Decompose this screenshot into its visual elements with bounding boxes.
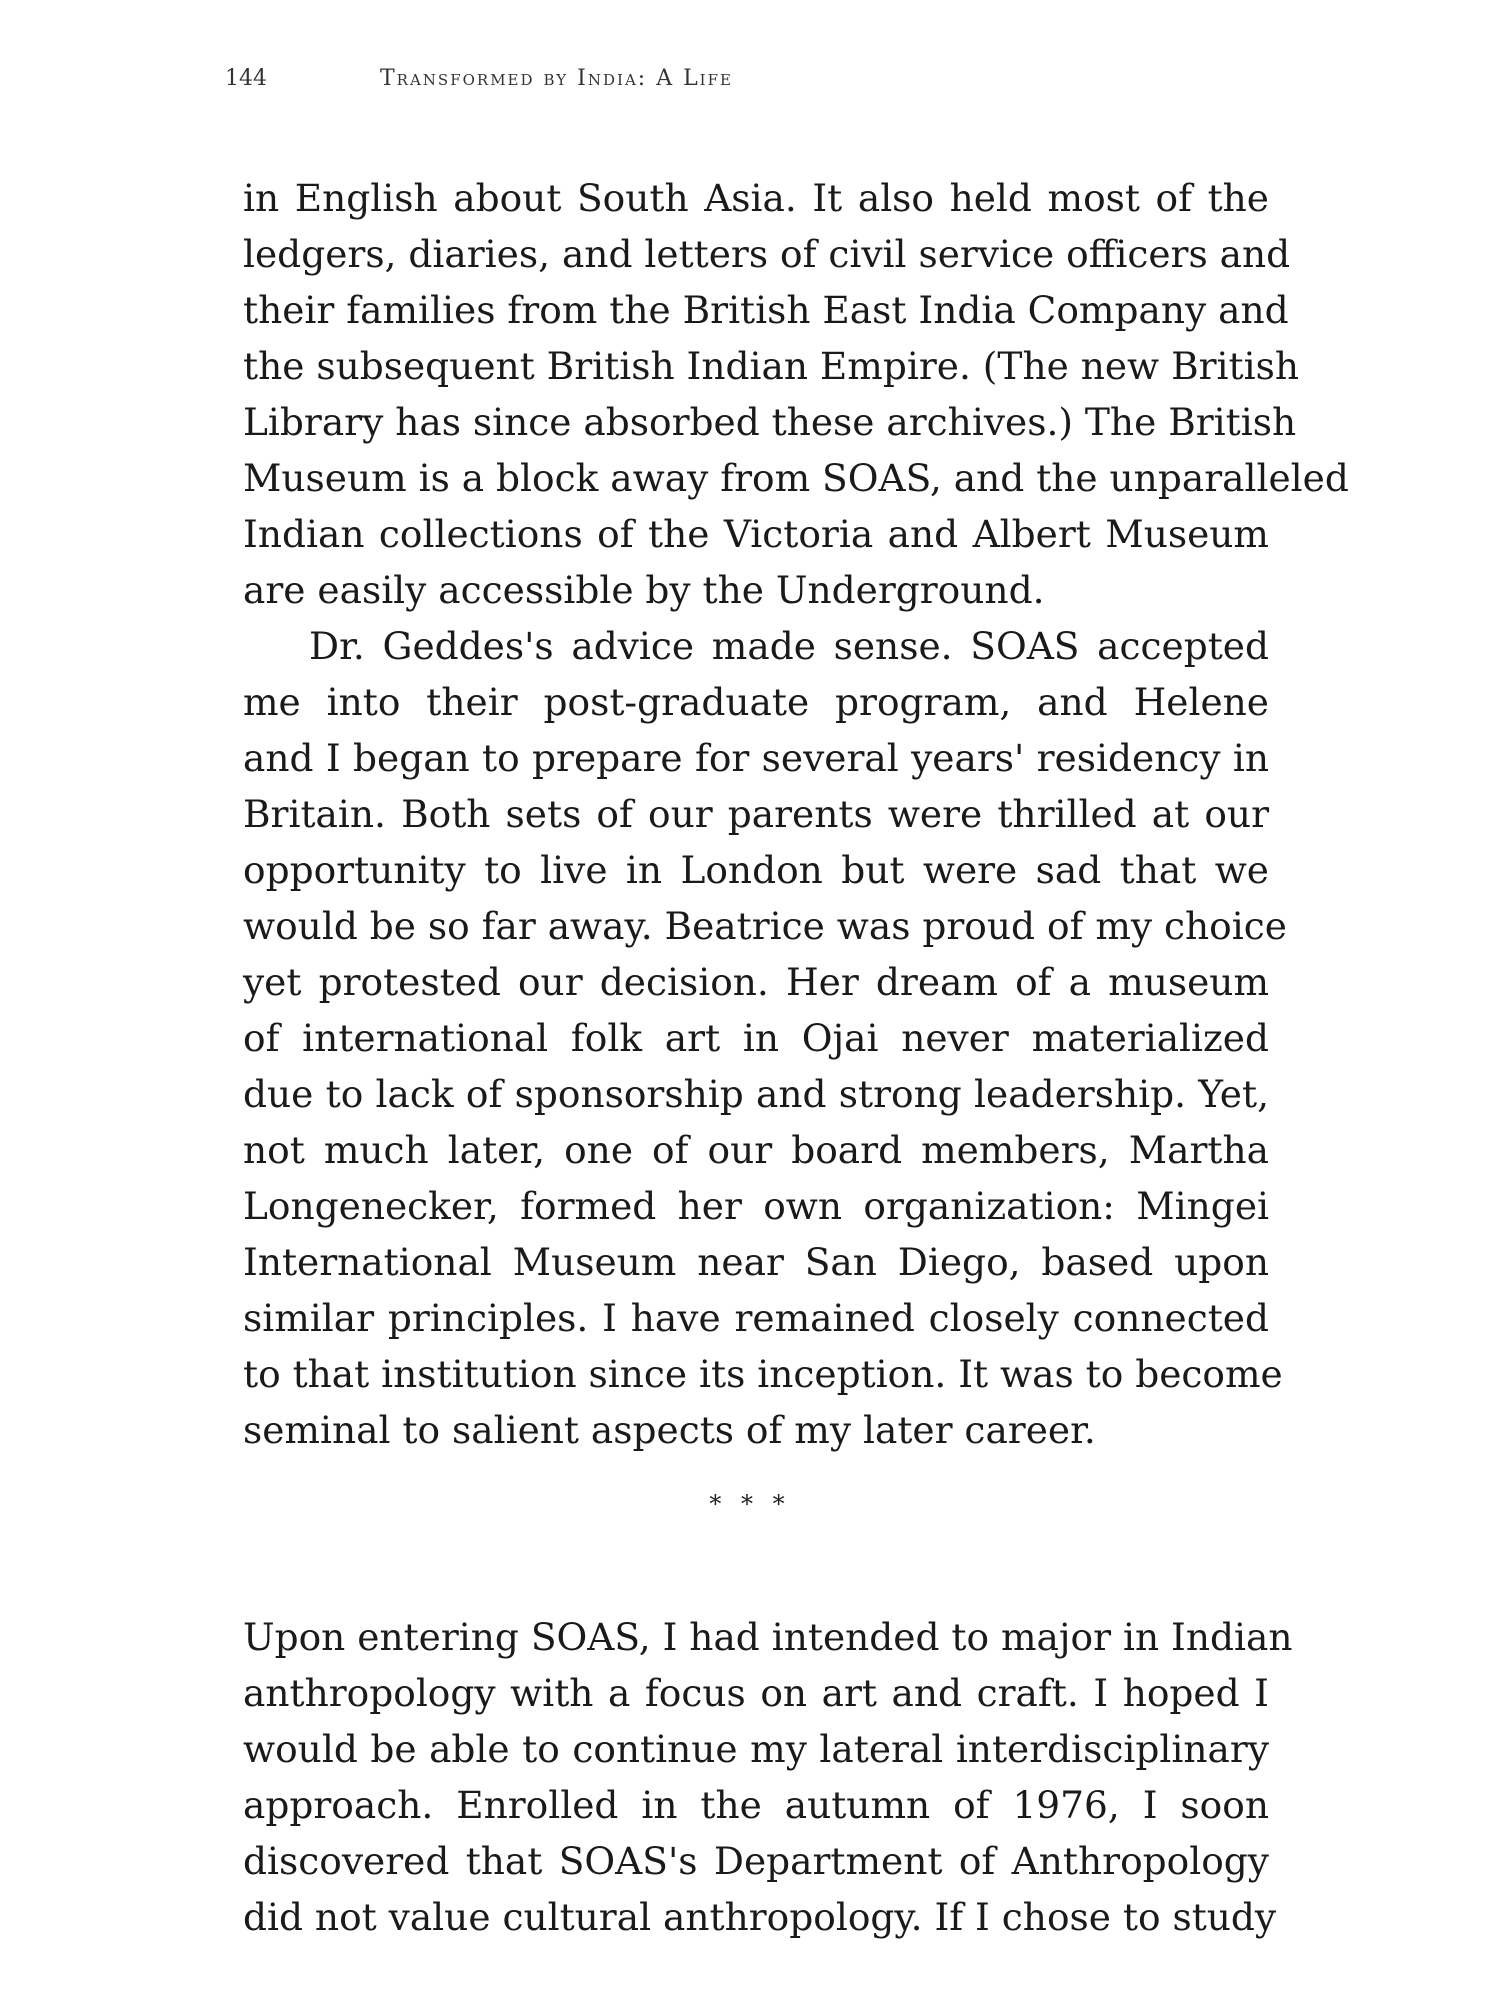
page-number: 144 xyxy=(225,66,267,91)
text-line: ledgers, diaries, and letters of civil service officers and xyxy=(243,232,1291,276)
text-line: Library has since absorbed these archives.) The British xyxy=(243,400,1297,444)
text-line: yet protested our decision. Her dream of a museum xyxy=(243,960,1269,1004)
text-line: not much later, one of our board members, Martha xyxy=(243,1128,1269,1172)
text-line: in English about South Asia. It also held most of the xyxy=(243,176,1269,220)
section-separator: * * * xyxy=(709,1490,791,1518)
text-line: are easily accessible by the Underground. xyxy=(243,568,1045,612)
paragraph-1 xyxy=(243,170,1349,618)
text-line: would be so far away. Beatrice was proud of my choice xyxy=(243,904,1287,948)
body-text xyxy=(243,170,1349,1458)
text-line: Britain. Both sets of our parents were thrilled at our xyxy=(243,792,1269,836)
text-line: opportunity to live in London but were sad that we xyxy=(243,848,1269,892)
text-line: Upon entering SOAS, I had intended to major in Indian xyxy=(243,1615,1293,1659)
running-header xyxy=(225,66,1125,96)
text-line: and I began to prepare for several years' residency in xyxy=(243,736,1269,780)
paragraph-2 xyxy=(243,618,1287,1458)
paragraph-3 xyxy=(243,1609,1293,1945)
text-line: seminal to salient aspects of my later career. xyxy=(243,1408,1096,1452)
text-line: International Museum near San Diego, based upon xyxy=(243,1240,1269,1284)
text-line: to that institution since its inception. It was to become xyxy=(243,1352,1283,1396)
text-line: Indian collections of the Victoria and Albert Museum xyxy=(243,512,1269,556)
text-line: due to lack of sponsorship and strong leadership. Yet, xyxy=(243,1072,1269,1116)
text-line: the subsequent British Indian Empire. (The new British xyxy=(243,344,1300,388)
text-line: discovered that SOAS's Department of Anthropology xyxy=(243,1839,1269,1883)
text-line: Museum is a block away from SOAS, and the unparalleled xyxy=(243,456,1349,500)
text-line: Longenecker, formed her own organization: Mingei xyxy=(243,1184,1269,1228)
text-line: Dr. Geddes's advice made sense. SOAS accepted xyxy=(309,624,1269,668)
text-line: anthropology with a focus on art and craft. I hoped I xyxy=(243,1671,1269,1715)
running-title: Transformed by India: A Life xyxy=(380,66,733,91)
text-line: approach. Enrolled in the autumn of 1976, I soon xyxy=(243,1783,1269,1827)
text-line: would be able to continue my lateral interdisciplinary xyxy=(243,1727,1269,1771)
text-line: of international folk art in Ojai never materialized xyxy=(243,1016,1269,1060)
text-line: did not value cultural anthropology. If I chose to study xyxy=(243,1895,1277,1939)
text-line: me into their post-graduate program, and Helene xyxy=(243,680,1269,724)
text-line: similar principles. I have remained closely connected xyxy=(243,1296,1269,1340)
text-line: their families from the British East India Company and xyxy=(243,288,1289,332)
